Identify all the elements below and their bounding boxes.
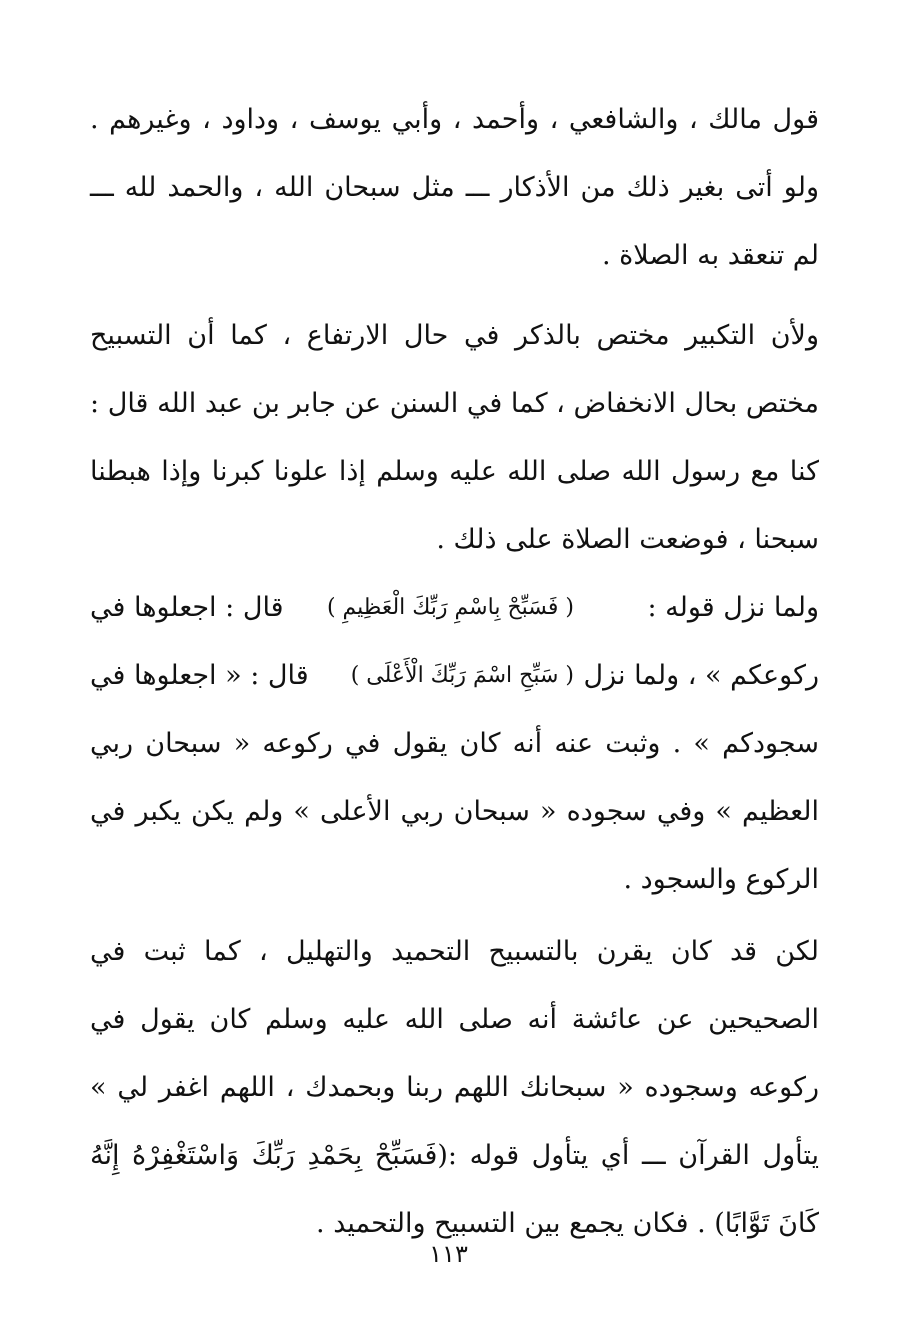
paragraph-1: قول مالك ، والشافعي ، وأحمد ، وأبي يوسف ، وداود ، وغيرهم . ولو أتى بغير ذلك من الأذكار ـــ مثل سبحان الله ، والحمد لله ـــ لم تنعقد به الصلاة . — [90, 104, 819, 271]
page-number: ١١٣ — [429, 1240, 468, 1268]
line-start: ركوعكم » ، ولما نزل — [583, 660, 819, 691]
line-end: قال : اجعلوها في — [90, 592, 284, 623]
line-end: قال : « اجعلوها في — [90, 660, 309, 691]
quran-verse-2: ( سَبِّحِ اسْمَ رَبِّكَ الْأَعْلَى ) — [350, 663, 574, 688]
verse-line-1 — [90, 574, 819, 642]
line-start: ولما نزل قوله : — [647, 592, 819, 623]
quran-verse-1: ( فَسَبِّحْ بِاسْمِ رَبِّكَ الْعَظِيمِ ) — [326, 595, 574, 620]
paragraph-4: لكن قد كان يقرن بالتسبيح التحميد والتهليل ، كما ثبت في الصحيحين عن عائشة أنه صلى الله عليه وسلم كان يقول في ركوعه وسجوده « سبحانك اللهم ربنا وبحمدك ، اللهم اغفر لي » يتأول القرآن ـــ أي يتأول قوله :(فَسَبِّحْ بِحَمْدِ رَبِّكَ وَاسْتَغْفِرْهُ إِنَّهُ كَانَ تَوَّابًا) . فكان يجمع بين التسبيح والتحميد . — [90, 936, 819, 1239]
verse-line-2 — [90, 642, 819, 710]
paragraph-3-rest: سجودكم » . وثبت عنه أنه كان يقول في ركوعه « سبحان ربي العظيم » وفي سجوده « سبحان ربي الأعلى » ولم يكن يكبر في الركوع والسجود . — [90, 728, 819, 895]
paragraph-2: ولأن التكبير مختص بالذكر في حال الارتفاع ، كما أن التسبيح مختص بحال الانخفاض ، كما في السنن عن جابر بن عبد الله قال : كنا مع رسول الله صلى الله عليه وسلم إذا علونا كبرنا وإذا هبطنا سبحنا ، فوضعت الصلاة على ذلك . — [90, 320, 819, 555]
